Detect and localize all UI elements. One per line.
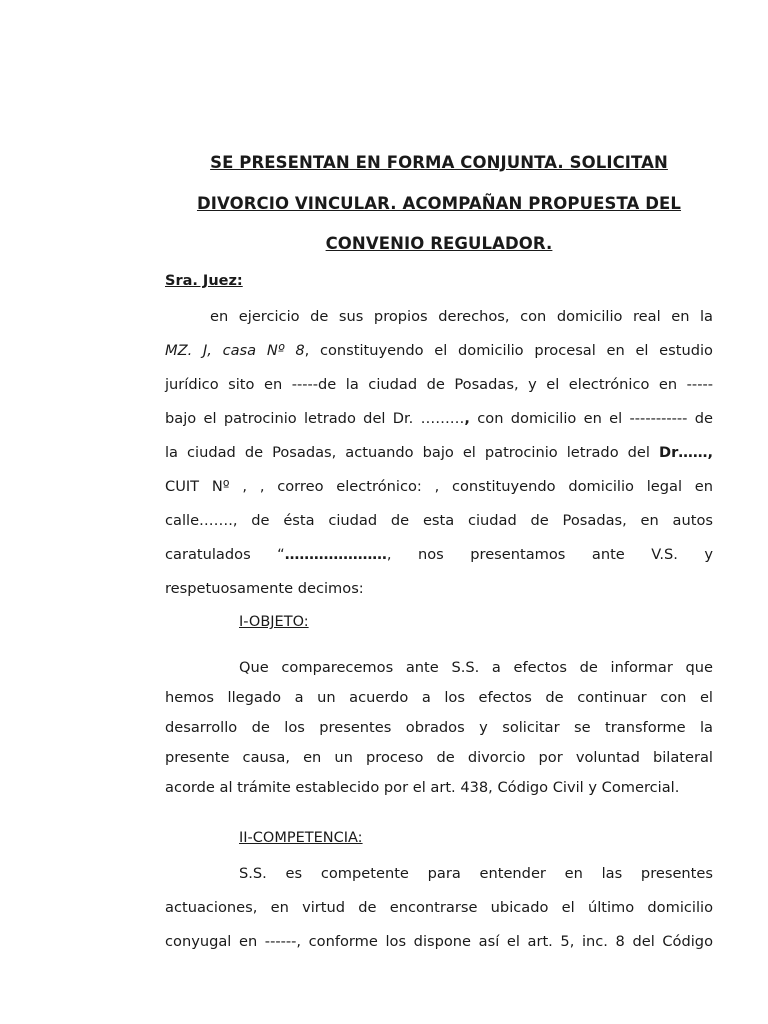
intro-line-5-a: la ciudad de Posadas, actuando bajo el patrocinio letrado del xyxy=(165,444,659,461)
address-italic: MZ. J, casa Nº 8 xyxy=(165,342,305,359)
document-title-line-3: CONVENIO REGULADOR. xyxy=(325,234,553,253)
intro-line-4-b: con domicilio en el ----------- de xyxy=(469,410,713,427)
intro-line-2 xyxy=(165,342,713,360)
intro-line-5 xyxy=(165,444,713,462)
salutation: Sra. Juez: xyxy=(165,273,243,289)
objeto-line-4: presente causa, en un proceso de divorcio por voluntad bilateral xyxy=(165,749,713,766)
intro-line-8 xyxy=(165,546,713,564)
document-title-line-1: SE PRESENTAN EN FORMA CONJUNTA. SOLICITAN xyxy=(210,153,668,172)
intro-line-4-bold: , xyxy=(464,410,470,427)
intro-line-3: jurídico sito en -----de la ciudad de Posadas, y el electrónico en ----- xyxy=(165,376,713,393)
intro-line-7: calle……., de ésta ciudad de esta ciudad de Posadas, en autos xyxy=(165,512,713,529)
intro-line-8-a: caratulados “ xyxy=(165,546,285,563)
objeto-line-3: desarrollo de los presentes obrados y solicitar se transforme la xyxy=(165,719,713,736)
document-title-line-2: DIVORCIO VINCULAR. ACOMPAÑAN PROPUESTA DEL xyxy=(196,194,682,213)
intro-line-4-a: bajo el patrocinio letrado del Dr. ……… xyxy=(165,410,465,427)
intro-line-4 xyxy=(165,410,713,428)
section-objeto-heading: I-OBJETO: xyxy=(239,614,309,630)
objeto-line-2: hemos llegado a un acuerdo a los efectos de continuar con el xyxy=(165,689,713,706)
objeto-line-1: Que comparecemos ante S.S. a efectos de informar que xyxy=(239,659,713,676)
section-competencia-heading: II-COMPETENCIA: xyxy=(239,830,363,846)
intro-line-1: en ejercicio de sus propios derechos, con domicilio real en la xyxy=(210,308,713,325)
intro-line-6: CUIT Nº , , correo electrónico: , constituyendo domicilio legal en xyxy=(165,478,713,495)
intro-line-9: respetuosamente decimos: xyxy=(165,580,364,597)
competencia-line-2: actuaciones, en virtud de encontrarse ubicado el último domicilio xyxy=(165,899,713,916)
intro-line-8-bold: ………………… xyxy=(284,546,387,563)
intro-line-5-bold: Dr……, xyxy=(658,444,713,461)
objeto-line-5: acorde al trámite establecido por el art. 438, Código Civil y Comercial. xyxy=(165,779,680,796)
competencia-line-3: conyugal en ------, conforme los dispone así el art. 5, inc. 8 del Código xyxy=(165,933,713,950)
competencia-line-1: S.S. es competente para entender en las presentes xyxy=(239,865,713,882)
intro-line-8-b: , nos presentamos ante V.S. y xyxy=(386,546,714,563)
intro-line-2-rest: , constituyendo el domicilio procesal en el estudio xyxy=(304,342,713,359)
